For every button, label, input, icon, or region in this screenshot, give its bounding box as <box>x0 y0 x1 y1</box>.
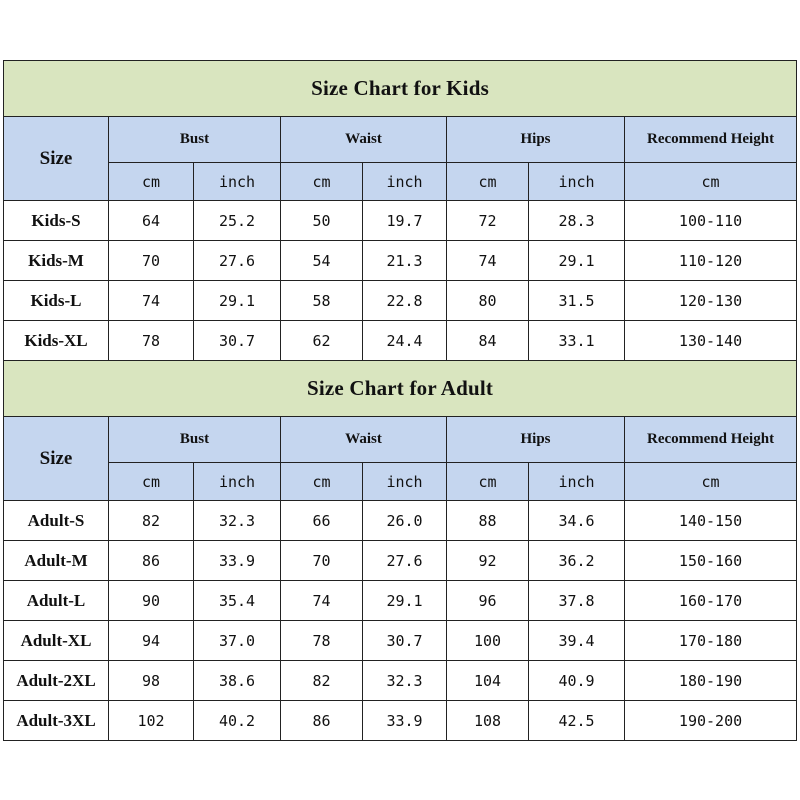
kids-unit-cell: inch <box>194 163 281 201</box>
measurement-cell: 84 <box>447 321 529 361</box>
measurement-cell: 40.9 <box>529 661 625 701</box>
kids-unit-cell: cm <box>625 163 797 201</box>
measurement-cell: 92 <box>447 541 529 581</box>
adult-units-row <box>4 463 797 501</box>
measurement-cell: 42.5 <box>529 701 625 741</box>
measurement-cell: 50 <box>281 201 363 241</box>
measurement-cell: 28.3 <box>529 201 625 241</box>
measurement-cell: 29.1 <box>194 281 281 321</box>
kids-units-row <box>4 163 797 201</box>
measurement-cell: 37.8 <box>529 581 625 621</box>
measurement-cell: 130-140 <box>625 321 797 361</box>
measurement-cell: 72 <box>447 201 529 241</box>
kids-bust-header: Bust <box>109 117 281 163</box>
measurement-cell: 74 <box>447 241 529 281</box>
size-label: Adult-L <box>4 581 109 621</box>
measurement-cell: 82 <box>281 661 363 701</box>
kids-unit-cell: inch <box>529 163 625 201</box>
measurement-cell: 29.1 <box>363 581 447 621</box>
measurement-cell: 66 <box>281 501 363 541</box>
measurement-cell: 104 <box>447 661 529 701</box>
measurement-cell: 170-180 <box>625 621 797 661</box>
measurement-cell: 54 <box>281 241 363 281</box>
size-label: Adult-XL <box>4 621 109 661</box>
adult-height-header: Recommend Height <box>625 417 797 463</box>
measurement-cell: 24.4 <box>363 321 447 361</box>
adult-unit-cell: cm <box>281 463 363 501</box>
measurement-cell: 30.7 <box>363 621 447 661</box>
adult-section <box>4 361 797 741</box>
measurement-cell: 33.9 <box>363 701 447 741</box>
table-row <box>4 241 797 281</box>
measurement-cell: 96 <box>447 581 529 621</box>
measurement-cell: 190-200 <box>625 701 797 741</box>
adult-waist-header: Waist <box>281 417 447 463</box>
measurement-cell: 120-130 <box>625 281 797 321</box>
kids-waist-header: Waist <box>281 117 447 163</box>
measurement-cell: 39.4 <box>529 621 625 661</box>
measurement-cell: 31.5 <box>529 281 625 321</box>
measurement-cell: 94 <box>109 621 194 661</box>
kids-size-header: Size <box>4 117 109 201</box>
measurement-cell: 180-190 <box>625 661 797 701</box>
size-label: Kids-XL <box>4 321 109 361</box>
measurement-cell: 30.7 <box>194 321 281 361</box>
table-row <box>4 501 797 541</box>
measurement-cell: 27.6 <box>363 541 447 581</box>
kids-unit-cell: cm <box>447 163 529 201</box>
measurement-cell: 27.6 <box>194 241 281 281</box>
measurement-cell: 36.2 <box>529 541 625 581</box>
measurement-cell: 82 <box>109 501 194 541</box>
measurement-cell: 98 <box>109 661 194 701</box>
measurement-cell: 100-110 <box>625 201 797 241</box>
measurement-cell: 33.1 <box>529 321 625 361</box>
kids-height-header: Recommend Height <box>625 117 797 163</box>
adult-unit-cell: inch <box>363 463 447 501</box>
measurement-cell: 25.2 <box>194 201 281 241</box>
table-row <box>4 661 797 701</box>
measurement-cell: 35.4 <box>194 581 281 621</box>
size-label: Adult-S <box>4 501 109 541</box>
measurement-cell: 34.6 <box>529 501 625 541</box>
measurement-cell: 80 <box>447 281 529 321</box>
measurement-cell: 33.9 <box>194 541 281 581</box>
measurement-cell: 38.6 <box>194 661 281 701</box>
measurement-cell: 86 <box>109 541 194 581</box>
measurement-cell: 110-120 <box>625 241 797 281</box>
table-row <box>4 281 797 321</box>
table-row <box>4 201 797 241</box>
measurement-cell: 29.1 <box>529 241 625 281</box>
measurement-cell: 100 <box>447 621 529 661</box>
measurement-cell: 58 <box>281 281 363 321</box>
adult-hips-header: Hips <box>447 417 625 463</box>
measurement-cell: 26.0 <box>363 501 447 541</box>
measurement-cell: 21.3 <box>363 241 447 281</box>
adult-unit-cell: cm <box>109 463 194 501</box>
adult-bust-header: Bust <box>109 417 281 463</box>
measurement-cell: 90 <box>109 581 194 621</box>
kids-section <box>4 61 797 361</box>
measurement-cell: 70 <box>281 541 363 581</box>
measurement-cell: 74 <box>109 281 194 321</box>
size-label: Kids-L <box>4 281 109 321</box>
table-row <box>4 581 797 621</box>
measurement-cell: 108 <box>447 701 529 741</box>
kids-hips-header: Hips <box>447 117 625 163</box>
adult-unit-cell: cm <box>625 463 797 501</box>
kids-unit-cell: inch <box>363 163 447 201</box>
measurement-cell: 102 <box>109 701 194 741</box>
size-chart-table <box>3 60 797 741</box>
adult-chart-title: Size Chart for Adult <box>4 361 797 417</box>
measurement-cell: 88 <box>447 501 529 541</box>
size-label: Kids-S <box>4 201 109 241</box>
table-row <box>4 701 797 741</box>
measurement-cell: 32.3 <box>363 661 447 701</box>
table-row <box>4 541 797 581</box>
measurement-cell: 78 <box>281 621 363 661</box>
adult-unit-cell: cm <box>447 463 529 501</box>
measurement-cell: 78 <box>109 321 194 361</box>
measurement-cell: 160-170 <box>625 581 797 621</box>
table-row <box>4 621 797 661</box>
table-row <box>4 321 797 361</box>
kids-chart-title: Size Chart for Kids <box>4 61 797 117</box>
measurement-cell: 62 <box>281 321 363 361</box>
measurement-cell: 150-160 <box>625 541 797 581</box>
measurement-cell: 22.8 <box>363 281 447 321</box>
measurement-cell: 64 <box>109 201 194 241</box>
size-label: Kids-M <box>4 241 109 281</box>
adult-unit-cell: inch <box>194 463 281 501</box>
measurement-cell: 19.7 <box>363 201 447 241</box>
size-label: Adult-2XL <box>4 661 109 701</box>
adult-unit-cell: inch <box>529 463 625 501</box>
kids-unit-cell: cm <box>281 163 363 201</box>
measurement-cell: 40.2 <box>194 701 281 741</box>
measurement-cell: 86 <box>281 701 363 741</box>
measurement-cell: 74 <box>281 581 363 621</box>
adult-size-header: Size <box>4 417 109 501</box>
size-label: Adult-M <box>4 541 109 581</box>
size-label: Adult-3XL <box>4 701 109 741</box>
kids-unit-cell: cm <box>109 163 194 201</box>
size-chart-sheet <box>3 60 797 741</box>
measurement-cell: 32.3 <box>194 501 281 541</box>
measurement-cell: 70 <box>109 241 194 281</box>
measurement-cell: 140-150 <box>625 501 797 541</box>
measurement-cell: 37.0 <box>194 621 281 661</box>
